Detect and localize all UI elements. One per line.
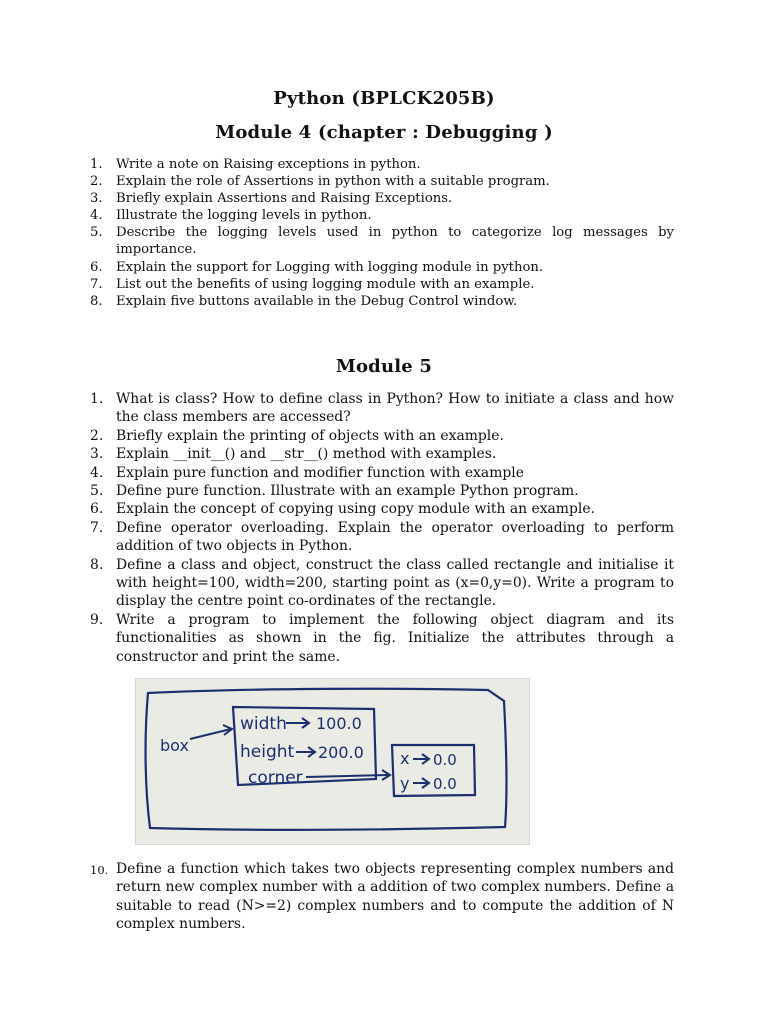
list-item: 6. Explain the support for Logging with logging module in python. [90,259,544,275]
object-diagram-figure [135,678,530,845]
module4-heading: Module 4 (chapter : Debugging ) [215,122,553,143]
height-label: height [240,742,295,762]
box-label: box [160,736,189,755]
list-item: 5. Describe the logging levels used in python to categorize log messages by importance. [90,225,674,258]
list-item: 2. Explain the role of Assertions in python with a suitable program. [90,174,550,190]
width-value: 100.0 [316,714,362,733]
y-value: 0.0 [433,775,457,793]
list-item: 7. List out the benefits of using logging module with an example. [90,276,535,292]
list-item: 6. Explain the concept of copying using copy module with an example. [90,501,595,518]
list-item: 8. Define a class and object, construct the class called rectangle and initialise it with height=100, width=200, starting point as (x=0,y=0). Write a program to display the centre point co-ordinates of the rectangle. [90,556,674,610]
list-item: 8. Explain five buttons available in the Debug Control window. [90,293,518,309]
width-label: width [240,714,287,734]
x-value: 0.0 [433,751,457,769]
list-item: 3. Briefly explain Assertions and Raising Exceptions. [90,191,453,207]
list-item: 7. Define operator overloading. Explain the operator overloading to perform addition of two objects in Python. [90,519,674,555]
module5-heading: Module 5 [335,356,433,377]
list-item: 1. What is class? How to define class in Python? How to initiate a class and how the class members are accessed? [90,391,674,426]
module5-question-list [90,390,674,666]
height-value: 200.0 [318,743,364,762]
x-label: x [400,749,410,768]
list-item: 4. Illustrate the logging levels in python. [90,208,372,224]
document-title: Python (BPLCK205B) [273,88,495,109]
list-item: 9. Write a program to implement the following object diagram and its functionalities as shown in the fig. Initialize the attributes through a constructor and print the same. [90,611,674,665]
list-item: 2. Briefly explain the printing of objects with an example. [90,427,504,444]
module5-question-10 [90,860,674,934]
list-item: 5. Define pure function. Illustrate with an example Python program. [90,483,579,500]
list-item: 3. Explain __init__() and __str__() method with examples. [90,446,497,463]
list-item: 10. Define a function which takes two objects representing complex numbers and return new complex number with a addition of two complex numbers. Define a suitable to read (N>=2) complex numbers and to compute the addition of N complex numbers. [90,861,674,933]
list-item: 1. Write a note on Raising exceptions in python. [90,157,421,172]
y-label: y [400,774,410,793]
corner-label: corner [248,768,303,788]
object-diagram [136,679,529,844]
module4-question-list [90,156,674,310]
list-item: 4. Explain pure function and modifier function with example [90,464,524,481]
